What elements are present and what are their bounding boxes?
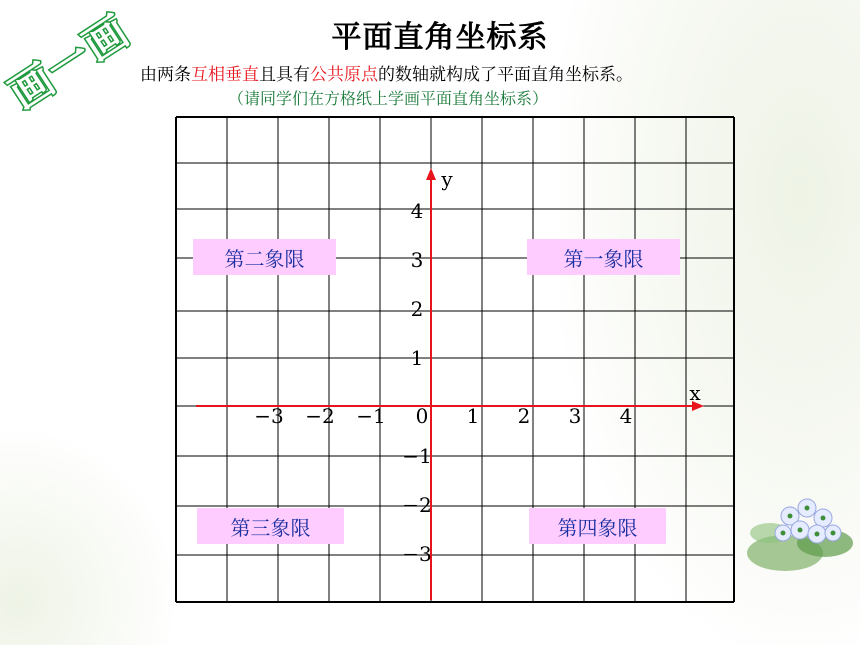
x-axis-label: x — [689, 381, 701, 405]
y-tick-label: −1 — [402, 444, 432, 468]
flower-decoration-icon — [745, 478, 855, 578]
y-axis-label: y — [441, 167, 453, 191]
stamp-char-3: 画 — [74, 6, 137, 71]
x-tick-label: 1 — [466, 404, 480, 428]
x-tick-label: 4 — [619, 404, 633, 428]
quadrant-first-label: 第一象限 — [527, 239, 680, 275]
definition-highlight-common-origin: 公共原点 — [310, 65, 378, 85]
y-tick-label: 2 — [410, 297, 424, 321]
quadrant-fourth-label: 第四象限 — [529, 508, 666, 544]
y-axis-arrow-icon — [426, 168, 436, 180]
stamp-char-1: 画 — [1, 54, 63, 119]
x-tick-label: 2 — [517, 404, 531, 428]
x-tick-label: 0 — [415, 404, 429, 428]
y-tick-label: 3 — [410, 248, 424, 272]
quadrant-third-label: 第三象限 — [197, 508, 344, 544]
instruction-hint: （请同学们在方格纸上学画平面直角坐标系） — [228, 89, 549, 108]
y-tick-label: −3 — [402, 542, 432, 566]
x-tick-label: 3 — [568, 404, 582, 428]
stamp-char-2: 一 — [37, 30, 100, 95]
definition-part-1: 由两条 — [140, 65, 191, 85]
x-tick-label: −1 — [356, 404, 386, 428]
definition-part-3: 的数轴就构成了平面直角坐标系。 — [378, 65, 633, 85]
y-tick-label: 4 — [410, 199, 424, 223]
quadrant-second-label: 第二象限 — [193, 239, 336, 275]
definition-part-2: 且具有 — [259, 65, 310, 85]
definition-highlight-perpendicular: 互相垂直 — [191, 65, 259, 85]
y-tick-label: −2 — [402, 493, 432, 517]
x-tick-label: −3 — [254, 404, 284, 428]
page-title: 平面直角坐标系 — [331, 20, 549, 55]
x-tick-label: −2 — [305, 404, 335, 428]
y-tick-label: 1 — [410, 346, 424, 370]
